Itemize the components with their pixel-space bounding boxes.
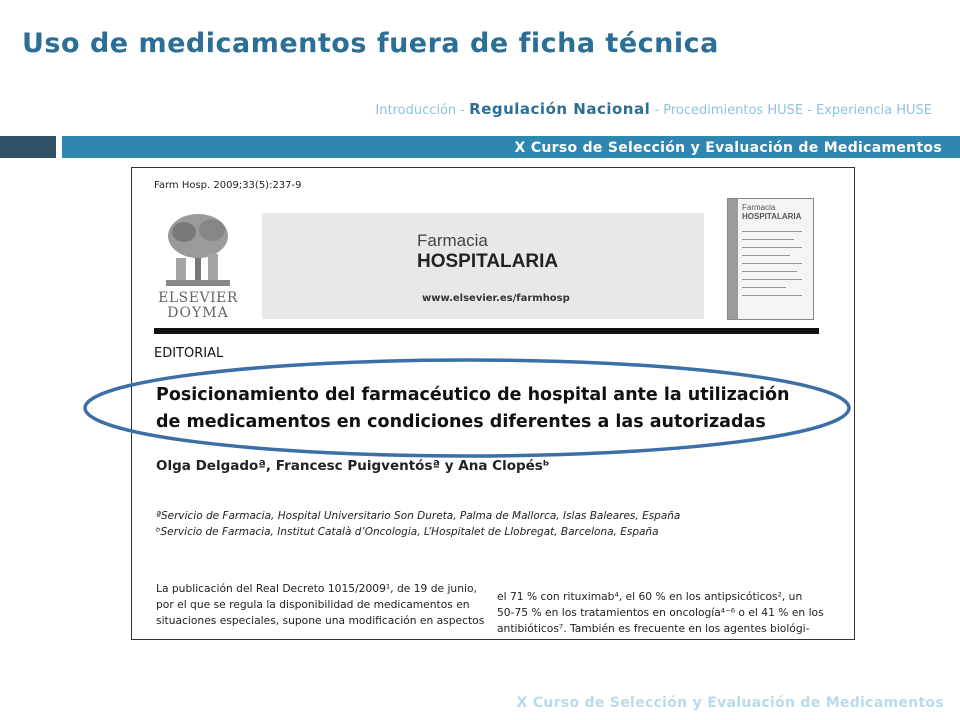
- header-rule: [154, 328, 819, 334]
- cover-text-line: [742, 295, 802, 296]
- cover-text-line: [742, 231, 802, 232]
- footer-text: X Curso de Selección y Evaluación de Medicamentos: [516, 695, 944, 711]
- nav-item-regulacion-nacional[interactable]: Regulación Nacional: [469, 100, 651, 118]
- highlight-ellipse: [82, 357, 852, 459]
- cover-text-line: [742, 263, 802, 264]
- publisher-logo: [152, 210, 244, 320]
- cover-text-line: [742, 279, 802, 280]
- cover-stripe: [728, 199, 738, 319]
- journal-cover-thumbnail: [727, 198, 814, 320]
- header-bar: [62, 136, 960, 158]
- article-section-label: EDITORIAL: [154, 346, 224, 361]
- article-title-line2: de medicamentos en condiciones diferentes a las autorizadas: [156, 412, 766, 432]
- logo-line1: ELSEVIER: [158, 290, 238, 306]
- elsevier-tree-icon: [160, 210, 236, 290]
- cover-text-line: [742, 239, 794, 240]
- body-line: situaciones especiales, supone una modificación en aspectos: [156, 614, 485, 627]
- cover-title-line1: Farmacia: [742, 203, 776, 212]
- body-line: el 71 % con rituximab⁴, el 60 % en los antipsicóticos², un: [497, 590, 803, 603]
- affiliation-line: ªServicio de Farmacia, Hospital Universitario Son Dureta, Palma de Mallorca, Islas Baleares, España: [156, 510, 681, 522]
- cover-text-line: [742, 287, 786, 288]
- header-bar-text: X Curso de Selección y Evaluación de Medicamentos: [514, 140, 942, 156]
- body-line: 50-75 % en los tratamientos en oncología⁴⁻⁶ o el 41 % en los: [497, 606, 824, 619]
- author-affiliations: [156, 508, 680, 540]
- body-line: antibióticos⁷. También es frecuente en los agentes biológi-: [497, 622, 810, 635]
- journal-banner: [262, 213, 704, 319]
- cover-title-line2: HOSPITALARIA: [742, 212, 802, 221]
- article-title-line1: Posicionamiento del farmacéutico de hospital ante la utilización: [156, 385, 790, 405]
- affiliation-line: ᵇServicio de Farmacia, Institut Català d’Oncologia, L’Hospitalet de Llobregat, Barcelona, España: [156, 526, 659, 538]
- cover-text-line: [742, 255, 790, 256]
- journal-name-line2: HOSPITALARIA: [417, 251, 559, 272]
- journal-url: www.elsevier.es/farmhosp: [422, 293, 570, 304]
- body-column-right: [497, 589, 827, 637]
- cover-text-line: [742, 271, 797, 272]
- body-line: por el que se regula la disponibilidad de medicamentos en: [156, 598, 470, 611]
- journal-name-line1: Farmacia: [417, 231, 488, 250]
- nav-item-procedimientos-experiencia[interactable]: - Procedimientos HUSE - Experiencia HUSE: [654, 103, 932, 118]
- body-column-left: [156, 581, 485, 629]
- section-navigation: [375, 100, 932, 118]
- nav-item-introduccion[interactable]: Introducción -: [375, 103, 465, 118]
- article-citation: Farm Hosp. 2009;33(5):237-9: [154, 180, 302, 191]
- article-authors: Olga Delgadoª, Francesc Puigventósª y Ana Clopésᵇ: [156, 458, 550, 474]
- body-line: La publicación del Real Decreto 1015/2009¹, de 19 de junio,: [156, 582, 477, 595]
- header-bar-accent: [0, 136, 56, 158]
- logo-line2: DOYMA: [167, 305, 229, 321]
- slide-title: Uso de medicamentos fuera de ficha técnica: [22, 28, 719, 59]
- cover-text-line: [742, 247, 802, 248]
